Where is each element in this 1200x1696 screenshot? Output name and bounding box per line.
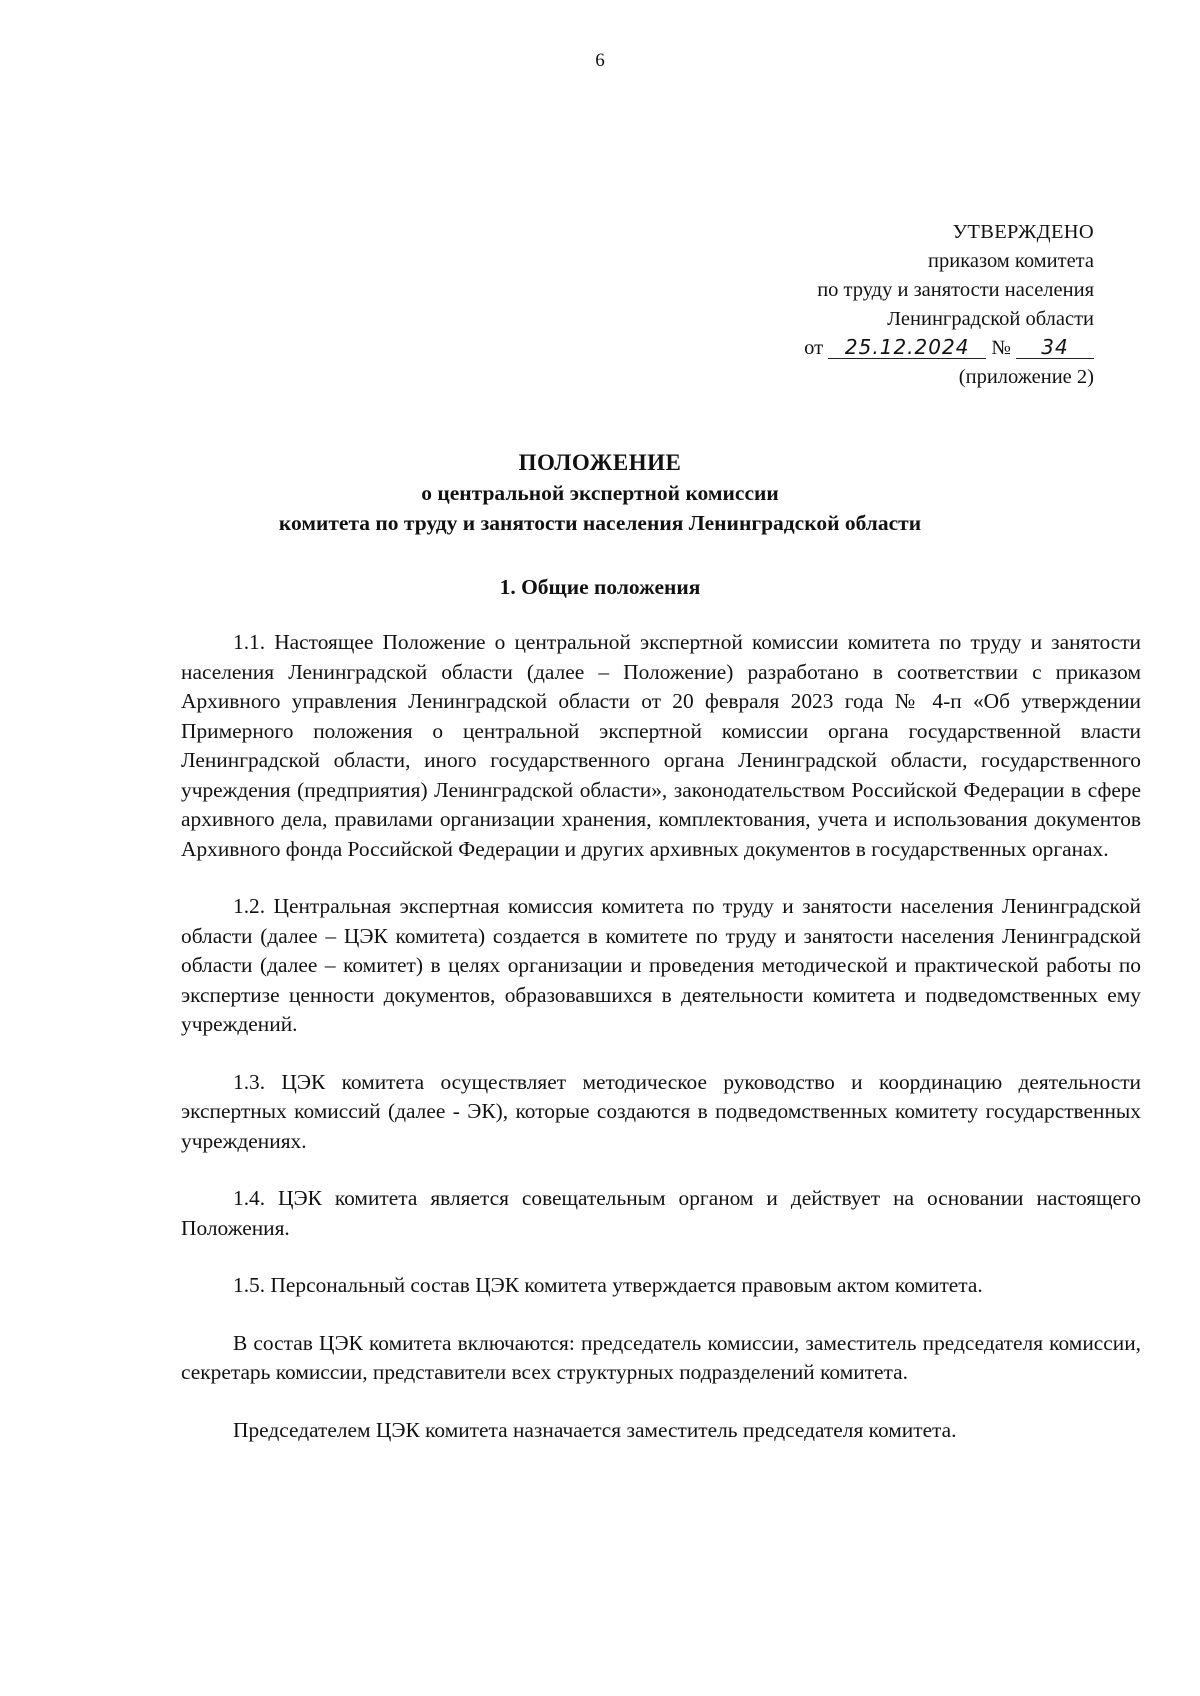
date-prefix: от bbox=[804, 337, 824, 359]
paragraph-composition: В состав ЦЭК комитета включаются: председатель комиссии, заместитель председателя комиссии, секретарь комиссии, представители всех структурных подразделений комитета. bbox=[181, 1330, 1141, 1384]
approval-stamp-block bbox=[674, 218, 1094, 392]
approval-line-2: по труду и занятости населения bbox=[817, 279, 1094, 301]
paragraph-1-2: 1.2. Центральная экспертная комиссия комитета по труду и занятости населения Ленинградской области (далее – ЦЭК комитета) создается в комитете по труду и занятости населения Ленинградской области (далее – комитет) в целях организации и проведения методической и практической работы по экспертизе ценности документов, образовавшихся в деятельности комитета и подведомственных ему учреждений. bbox=[181, 894, 1141, 1036]
paragraph-1-3: 1.3. ЦЭК комитета осуществляет методическое руководство и координацию деятельности экспертных комиссий (далее - ЭК), которые создаются в подведомственных комитету государственных учреждениях. bbox=[181, 1069, 1141, 1153]
appendix-note: (приложение 2) bbox=[958, 366, 1094, 388]
handwritten-date: 25.12.2024 bbox=[828, 336, 986, 359]
title-main: ПОЛОЖЕНИЕ bbox=[518, 450, 682, 475]
paragraph-1-1: 1.1. Настоящее Положение о центральной экспертной комиссии комитета по труду и занятости населения Ленинградской области (далее – Положение) разработано в соответствии с приказом Архивного управления Ленинградской области от 20 февраля 2023 года № 4-п «Об утверждении Примерного положения о центральной экспертной комиссии органа государственной власти Ленинградской области, иного государственного органа Ленинградской области, государственного учреждения (предприятия) Ленинградской области», законодательством Российской Федерации в сфере архивного дела, правилами организации хранения, комплектования, учета и использования документов Архивного фонда Российской Федерации и других архивных документов в государственных органах. bbox=[181, 630, 1141, 861]
number-prefix: № bbox=[991, 337, 1011, 359]
approval-heading: УТВЕРЖДЕНО bbox=[952, 221, 1094, 243]
section-body bbox=[181, 628, 1141, 1469]
document-title bbox=[0, 448, 1200, 538]
title-line-2: о центральной экспертной комиссии bbox=[421, 481, 779, 505]
handwritten-number: 34 bbox=[1016, 336, 1094, 359]
title-line-3: комитета по труду и занятости населения Ленинградской области bbox=[278, 511, 922, 535]
paragraph-chairman: Председателем ЦЭК комитета назначается заместитель председателя комитета. bbox=[233, 1417, 957, 1442]
approval-date-line bbox=[674, 334, 1094, 363]
section-heading: 1. Общие положения bbox=[499, 575, 701, 599]
approval-line-1: приказом комитета bbox=[928, 250, 1094, 272]
approval-line-3: Ленинградской области bbox=[887, 308, 1094, 330]
paragraph-1-5: 1.5. Персональный состав ЦЭК комитета утверждается правовым актом комитета. bbox=[233, 1273, 983, 1297]
page-number: 6 bbox=[595, 50, 605, 71]
paragraph-1-4: 1.4. ЦЭК комитета является совещательным органом и действует на основании настоящего Положения. bbox=[181, 1186, 1141, 1240]
